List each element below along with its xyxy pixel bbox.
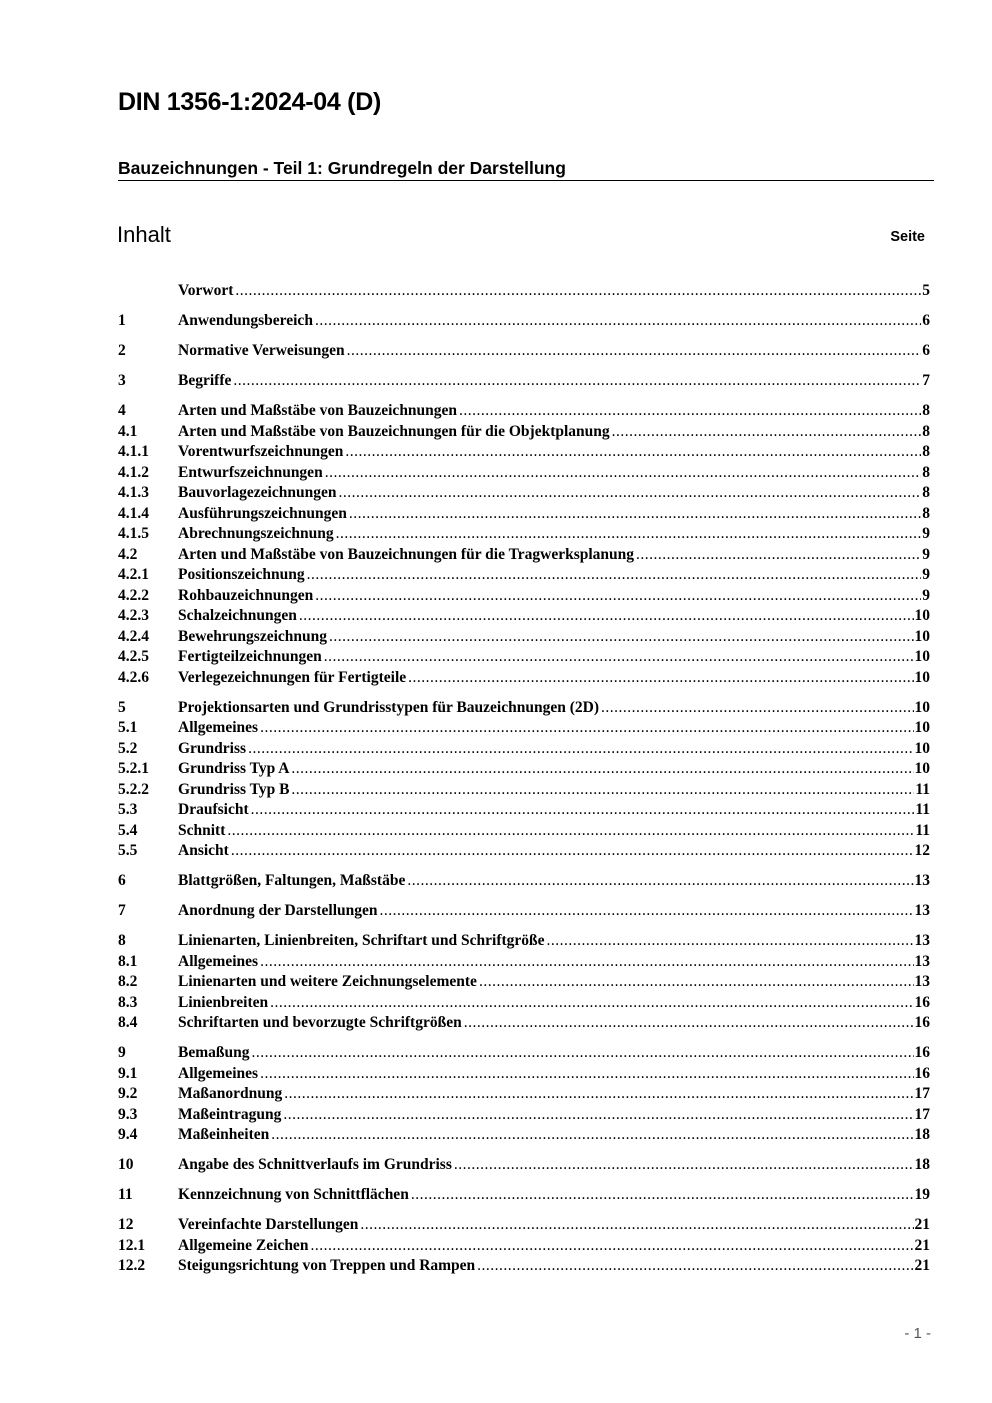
toc-entry-title: Allgemeine Zeichen	[178, 1236, 309, 1254]
toc-entry[interactable]	[118, 718, 930, 739]
toc-dot-leader	[283, 1105, 913, 1126]
toc-dot-leader	[612, 422, 922, 443]
toc-entry-number: 4.1.5	[118, 525, 149, 542]
toc-dot-leader	[479, 972, 914, 993]
toc-entry-number: 5.2.1	[118, 760, 149, 777]
toc-entry[interactable]	[118, 371, 930, 392]
toc-entry-page: 10	[914, 607, 930, 624]
toc-entry-title: Anordnung der Darstellungen	[178, 902, 378, 919]
toc-dot-leader	[380, 901, 914, 922]
toc-entry-page: 17	[914, 1105, 930, 1123]
toc-entry-page: 8	[922, 402, 930, 419]
toc-dot-leader	[260, 1064, 913, 1085]
toc-entry-title: Maßeintragung	[178, 1105, 282, 1123]
toc-entry-title: Ansicht	[178, 842, 229, 859]
toc-entry[interactable]	[118, 401, 930, 422]
toc-entry-title: Allgemeines	[178, 1064, 259, 1082]
toc-dot-leader	[291, 780, 914, 801]
toc-dot-leader	[248, 739, 913, 760]
toc-entry-page: 13	[914, 973, 930, 990]
toc-entry-title: Blattgrößen, Faltungen, Maßstäbe	[178, 872, 406, 889]
toc-entry-page: 13	[914, 952, 930, 970]
toc-entry-page: 16	[914, 1014, 930, 1031]
toc-dot-leader	[336, 524, 922, 545]
toc-entry-page: 16	[914, 1064, 930, 1082]
toc-entry[interactable]	[118, 821, 930, 842]
toc-dot-leader	[636, 545, 921, 566]
toc-dot-leader	[307, 565, 922, 586]
toc-dot-leader	[547, 931, 914, 952]
contents-heading: Inhalt	[117, 222, 171, 247]
toc-dot-leader	[464, 1013, 914, 1034]
toc-dot-leader	[315, 311, 921, 332]
toc-entry-number: 4	[118, 402, 126, 419]
toc-entry-title: Draufsicht	[178, 801, 249, 818]
toc-entry-page: 7	[922, 372, 930, 389]
toc-entry-page: 8	[922, 443, 930, 460]
toc-dot-leader	[338, 483, 921, 504]
toc-entry[interactable]	[118, 524, 930, 545]
toc-dot-leader	[299, 606, 914, 627]
toc-entry-page: 8	[922, 422, 930, 440]
toc-entry[interactable]	[118, 759, 930, 780]
table-of-contents	[118, 281, 930, 1277]
toc-entry-title: Linienarten und weitere Zeichnungselemente	[178, 973, 477, 990]
toc-entry-title: Grundriss	[178, 739, 247, 757]
toc-entry-page: 12	[914, 842, 930, 859]
toc-entry-page: 9	[922, 586, 930, 604]
toc-entry-number: 8.2	[118, 973, 138, 990]
toc-entry-page: 11	[915, 801, 930, 818]
toc-entry-title: Allgemeines	[178, 952, 259, 970]
toc-entry-number: 4.1.4	[118, 504, 149, 522]
toc-dot-leader	[251, 800, 915, 821]
toc-entry-page: 13	[914, 902, 930, 919]
toc-entry-number: 4.2.6	[118, 668, 149, 686]
toc-entry[interactable]	[118, 668, 930, 689]
toc-dot-leader	[227, 821, 914, 842]
toc-entry-page: 10	[914, 648, 930, 665]
toc-entry-number: 5.2	[118, 739, 138, 757]
toc-dot-leader	[231, 841, 914, 862]
toc-entry[interactable]	[118, 586, 930, 607]
toc-entry-page: 19	[914, 1186, 930, 1203]
toc-entry-number: 8.4	[118, 1014, 138, 1031]
toc-entry-page: 10	[914, 668, 930, 686]
toc-entry-number: 9.4	[118, 1126, 138, 1143]
document-id: DIN 1356-1:2024-04 (D)	[118, 88, 381, 116]
toc-entry-title: Vorentwurfszeichnungen	[178, 443, 344, 460]
toc-entry-title: Positionszeichnung	[178, 566, 305, 583]
toc-entry[interactable]	[118, 545, 930, 566]
toc-entry-number: 8.3	[118, 993, 138, 1011]
toc-entry-page: 17	[914, 1085, 930, 1102]
toc-entry-page: 8	[922, 504, 930, 522]
toc-entry-page: 9	[922, 566, 930, 583]
toc-dot-leader	[477, 1256, 913, 1277]
toc-entry-number: 1	[118, 312, 126, 329]
toc-entry-number: 4.2.2	[118, 586, 149, 604]
toc-entry-page: 10	[914, 760, 930, 777]
toc-entry-title: Arten und Maßstäbe von Bauzeichnungen für die Tragwerksplanung	[178, 545, 635, 563]
toc-entry-number: 4.2	[118, 545, 138, 563]
toc-dot-leader	[310, 1236, 913, 1257]
toc-dot-leader	[252, 1043, 914, 1064]
toc-entry[interactable]	[118, 606, 930, 627]
toc-entry-page: 9	[922, 545, 930, 563]
toc-entry-number: 12.1	[118, 1236, 146, 1254]
toc-entry-title: Rohbauzeichnungen	[178, 586, 314, 604]
toc-dot-leader	[284, 1084, 913, 1105]
page-number-footer: - 1 -	[904, 1325, 931, 1342]
toc-entry[interactable]	[118, 422, 930, 443]
toc-entry[interactable]	[118, 442, 930, 463]
toc-dot-leader	[407, 871, 913, 892]
toc-entry-number: 5.3	[118, 801, 138, 818]
toc-entry-title: Linienarten, Linienbreiten, Schriftart und Schriftgröße	[178, 932, 545, 949]
toc-entry-number: 5.4	[118, 821, 138, 839]
toc-dot-leader	[233, 371, 921, 392]
toc-entry-title: Ausführungszeichnungen	[178, 504, 347, 522]
toc-dot-leader	[454, 1155, 914, 1176]
toc-entry[interactable]	[118, 993, 930, 1014]
toc-entry-title: Anwendungsbereich	[178, 312, 313, 329]
toc-entry-number: 4.1.3	[118, 484, 149, 501]
toc-entry-title: Fertigteilzeichnungen	[178, 648, 322, 665]
toc-dot-leader	[408, 668, 913, 689]
toc-entry-page: 10	[914, 698, 930, 716]
toc-entry-number: 4.2.5	[118, 648, 149, 665]
toc-entry-page: 13	[914, 872, 930, 889]
toc-dot-leader	[260, 718, 913, 739]
toc-entry-number: 4.1	[118, 422, 138, 440]
toc-entry-number: 4.1.1	[118, 443, 149, 460]
toc-entry-page: 18	[914, 1156, 930, 1173]
toc-entry-page: 16	[914, 993, 930, 1011]
toc-entry-number: 2	[118, 342, 126, 359]
toc-entry-title: Bemaßung	[178, 1044, 250, 1061]
toc-entry[interactable]	[118, 565, 930, 586]
toc-entry-title: Steigungsrichtung von Treppen und Rampen	[178, 1257, 476, 1274]
toc-entry-title: Begriffe	[178, 372, 232, 389]
toc-entry-title: Bauvorlagezeichnungen	[178, 484, 337, 501]
toc-entry[interactable]	[118, 1084, 930, 1105]
toc-entry-page: 6	[922, 312, 930, 329]
toc-dot-leader	[601, 698, 914, 719]
toc-entry-number: 4.1.2	[118, 463, 149, 481]
toc-entry-title: Vereinfachte Darstellungen	[178, 1216, 359, 1233]
toc-entry-title: Linienbreiten	[178, 993, 269, 1011]
toc-entry-page: 8	[922, 484, 930, 501]
toc-entry-title: Normative Verweisungen	[178, 342, 345, 359]
toc-entry-title: Abrechnungszeichnung	[178, 525, 334, 542]
toc-entry-page: 10	[914, 719, 930, 736]
toc-entry-title: Kennzeichnung von Schnittflächen	[178, 1186, 409, 1203]
toc-entry-title: Projektionsarten und Grundrisstypen für Bauzeichnungen (2D)	[178, 698, 599, 716]
toc-entry-title: Allgemeines	[178, 719, 259, 736]
toc-entry-number: 4.2.3	[118, 607, 149, 624]
page-column-label: Seite	[890, 229, 925, 245]
toc-dot-leader	[329, 627, 914, 648]
toc-dot-leader	[347, 341, 922, 362]
toc-entry-page: 9	[922, 525, 930, 542]
toc-dot-leader	[235, 281, 921, 302]
toc-entry[interactable]	[118, 1215, 930, 1236]
toc-entry-title: Bewehrungszeichnung	[178, 627, 327, 645]
toc-dot-leader	[360, 1215, 913, 1236]
toc-entry-title: Entwurfszeichnungen	[178, 463, 323, 481]
toc-entry[interactable]	[118, 952, 930, 973]
toc-entry-number: 9.2	[118, 1085, 138, 1102]
toc-entry[interactable]	[118, 800, 930, 821]
toc-dot-leader	[315, 586, 921, 607]
toc-entry-page: 21	[914, 1257, 930, 1274]
toc-entry[interactable]	[118, 1064, 930, 1085]
toc-entry[interactable]	[118, 931, 930, 952]
toc-entry[interactable]	[118, 627, 930, 648]
toc-entry-title: Grundriss Typ A	[178, 760, 290, 777]
toc-entry[interactable]	[118, 901, 930, 922]
toc-dot-leader	[459, 401, 921, 422]
toc-entry-number: 5	[118, 698, 126, 716]
toc-entry[interactable]	[118, 463, 930, 484]
toc-entry[interactable]	[118, 1185, 930, 1206]
toc-entry-title: Schalzeichnungen	[178, 607, 297, 624]
toc-entry-title: Grundriss Typ B	[178, 780, 290, 798]
toc-entry-number: 10	[118, 1156, 134, 1173]
toc-entry-page: 11	[915, 821, 930, 839]
toc-entry[interactable]	[118, 1236, 930, 1257]
toc-entry-number: 12.2	[118, 1257, 146, 1274]
document-subtitle: Bauzeichnungen - Teil 1: Grundregeln der Darstellung	[118, 158, 934, 181]
toc-entry[interactable]	[118, 311, 930, 332]
toc-entry-page: 18	[914, 1126, 930, 1143]
toc-entry[interactable]	[118, 1013, 930, 1034]
toc-entry-title: Schriftarten und bevorzugte Schriftgrößen	[178, 1014, 462, 1031]
toc-entry[interactable]	[118, 483, 930, 504]
toc-entry-title: Angabe des Schnittverlaufs im Grundriss	[178, 1156, 452, 1173]
toc-entry-title: Schnitt	[178, 821, 226, 839]
toc-entry[interactable]	[118, 1125, 930, 1146]
toc-dot-leader	[325, 463, 922, 484]
toc-dot-leader	[260, 952, 913, 973]
toc-entry-title: Verlegezeichnungen für Fertigteile	[178, 668, 407, 686]
toc-entry-number: 5.2.2	[118, 780, 149, 798]
toc-entry[interactable]	[118, 698, 930, 719]
toc-entry-number: 8	[118, 932, 126, 949]
toc-entry-page: 21	[914, 1216, 930, 1233]
toc-entry-number: 7	[118, 902, 126, 919]
toc-entry-number: 9.1	[118, 1064, 138, 1082]
toc-entry-page: 21	[914, 1236, 930, 1254]
toc-entry[interactable]	[118, 871, 930, 892]
toc-dot-leader	[270, 993, 913, 1014]
toc-dot-leader	[291, 759, 913, 780]
toc-entry-page: 10	[914, 739, 930, 757]
toc-entry-page: 13	[914, 932, 930, 949]
toc-entry[interactable]	[118, 1155, 930, 1176]
toc-dot-leader	[324, 647, 914, 668]
toc-entry[interactable]	[118, 504, 930, 525]
toc-dot-leader	[345, 442, 921, 463]
toc-entry[interactable]	[118, 647, 930, 668]
toc-dot-leader	[411, 1185, 914, 1206]
toc-entry[interactable]	[118, 341, 930, 362]
toc-entry-page: 8	[922, 463, 930, 481]
toc-entry[interactable]	[118, 780, 930, 801]
toc-entry-vorwort[interactable]	[118, 281, 930, 302]
toc-entry-page: 5	[922, 282, 930, 299]
toc-entry-title: Arten und Maßstäbe von Bauzeichnungen	[178, 402, 458, 419]
toc-entry-number: 4.2.1	[118, 566, 149, 583]
toc-entry[interactable]	[118, 972, 930, 993]
toc-entry[interactable]	[118, 739, 930, 760]
toc-entry-title: Arten und Maßstäbe von Bauzeichnungen für die Objektplanung	[178, 422, 610, 440]
toc-entry[interactable]	[118, 1105, 930, 1126]
toc-entry-number: 12	[118, 1216, 134, 1233]
toc-entry-number: 6	[118, 872, 126, 889]
toc-entry-page: 6	[922, 342, 930, 359]
toc-entry[interactable]	[118, 841, 930, 862]
toc-entry-title: Vorwort	[178, 282, 234, 299]
toc-entry[interactable]	[118, 1256, 930, 1277]
toc-entry-number: 9	[118, 1044, 126, 1061]
toc-entry-page: 10	[914, 627, 930, 645]
toc-entry-number: 5.1	[118, 719, 138, 736]
toc-entry-number: 5.5	[118, 842, 138, 859]
toc-entry-number: 9.3	[118, 1105, 138, 1123]
toc-entry-number: 4.2.4	[118, 627, 149, 645]
toc-entry-title: Maßanordnung	[178, 1085, 283, 1102]
toc-entry-number: 8.1	[118, 952, 138, 970]
toc-dot-leader	[271, 1125, 913, 1146]
toc-entry[interactable]	[118, 1043, 930, 1064]
toc-dot-leader	[349, 504, 921, 525]
toc-entry-title: Maßeinheiten	[178, 1126, 270, 1143]
toc-entry-number: 11	[118, 1186, 133, 1203]
toc-entry-number: 3	[118, 372, 126, 389]
toc-entry-page: 16	[914, 1044, 930, 1061]
toc-entry-page: 11	[915, 780, 930, 798]
